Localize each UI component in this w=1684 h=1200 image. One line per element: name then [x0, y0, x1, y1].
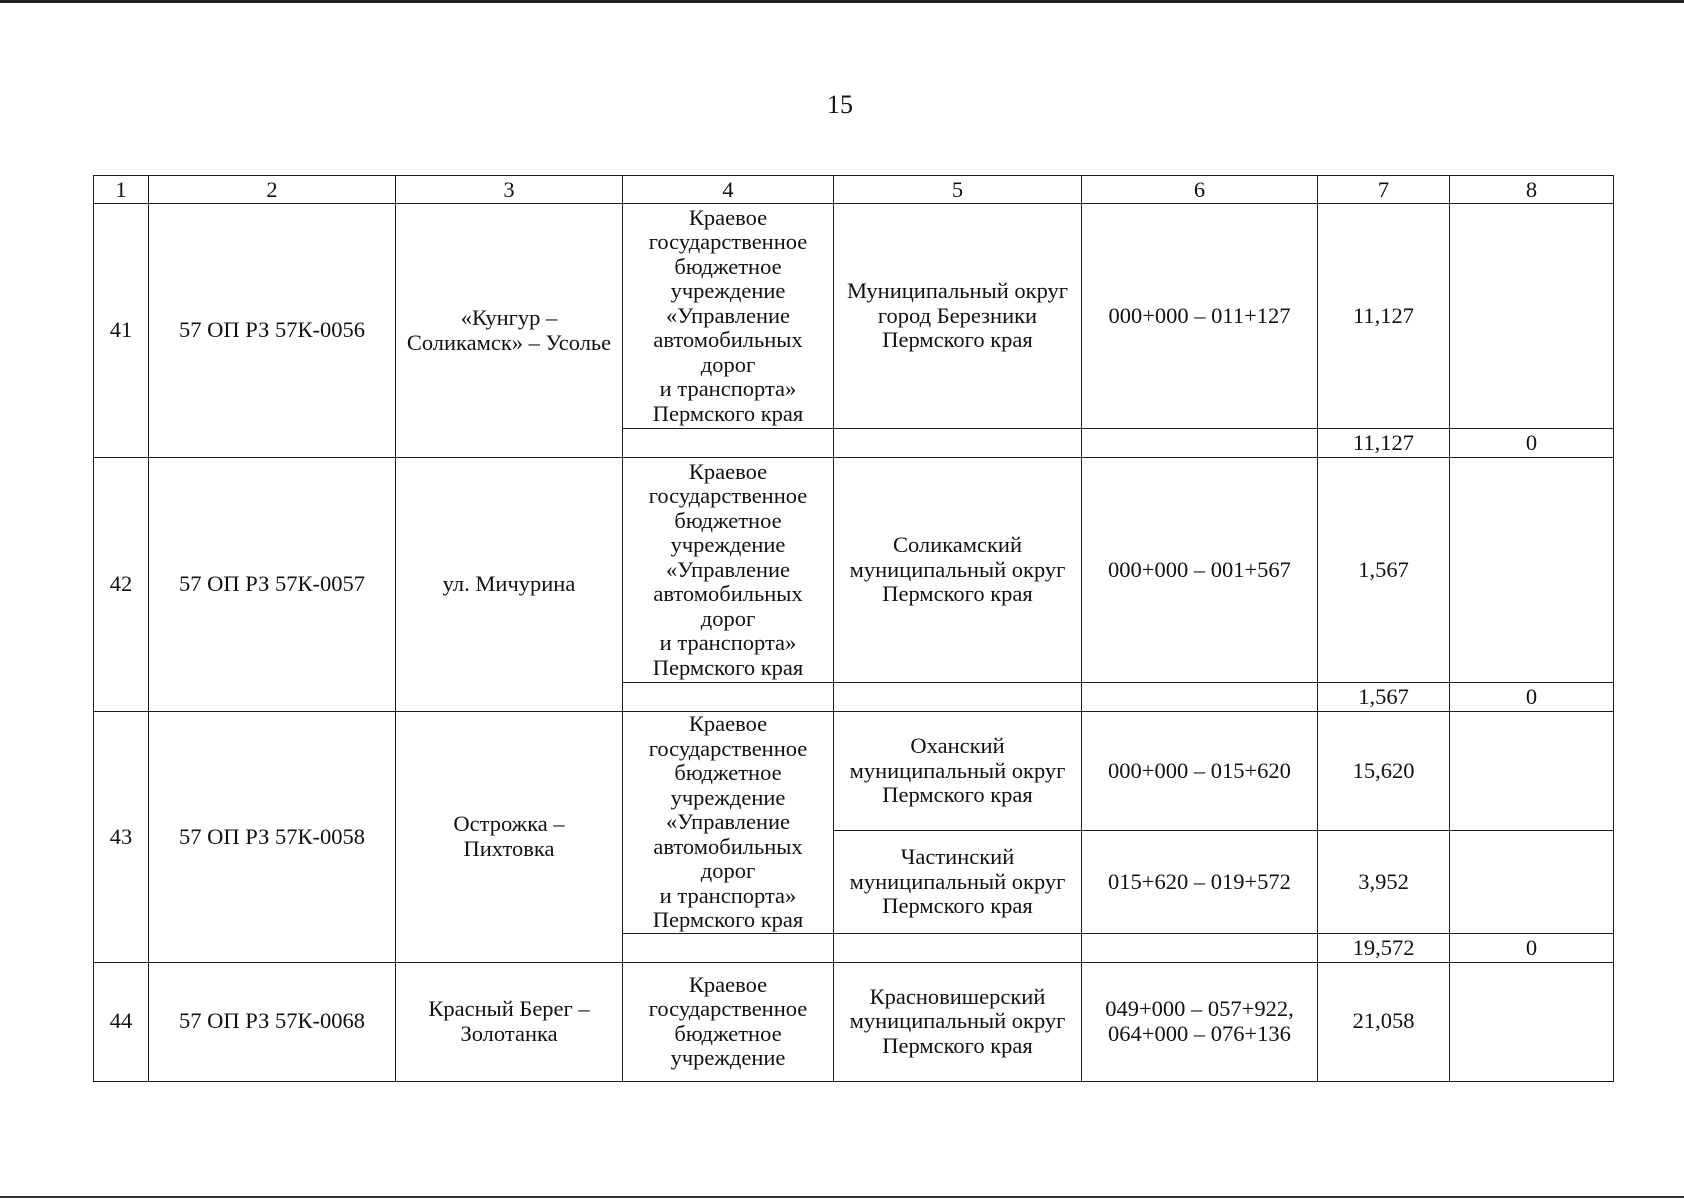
road-name: ул. Мичурина	[396, 458, 623, 712]
total-length: 19,572	[1318, 933, 1450, 962]
page-number: 15	[827, 90, 853, 119]
column-number: 4	[623, 176, 834, 204]
km-range: 000+000 – 001+567	[1082, 458, 1318, 683]
segment-length: 1,567	[1318, 458, 1450, 683]
road-name: Красный Берег – Золотанка	[396, 962, 623, 1081]
total-length: 11,127	[1318, 429, 1450, 458]
empty-cell	[623, 933, 834, 962]
road-code: 57 ОП РЗ 57К-0058	[149, 712, 396, 963]
column-number: 7	[1318, 176, 1450, 204]
empty-cell	[623, 429, 834, 458]
empty-cell	[834, 933, 1082, 962]
row-number: 42	[94, 458, 149, 712]
total-col8: 0	[1450, 429, 1614, 458]
row-number: 43	[94, 712, 149, 963]
col8-cell	[1450, 962, 1614, 1081]
page-bottom-edge	[0, 1196, 1684, 1198]
empty-cell	[623, 683, 834, 712]
empty-cell	[834, 429, 1082, 458]
road-code: 57 ОП РЗ 57К-0057	[149, 458, 396, 712]
total-col8: 0	[1450, 933, 1614, 962]
total-length: 1,567	[1318, 683, 1450, 712]
table-row	[94, 712, 1614, 831]
table-row	[94, 962, 1614, 1081]
empty-cell	[1082, 683, 1318, 712]
segment-length: 21,058	[1318, 962, 1450, 1081]
owner-organization: Краевое государственное бюджетное учреждение «Управление автомобильных дорог и транспорта» Пермского края	[623, 712, 834, 934]
km-range: 000+000 – 015+620	[1082, 712, 1318, 831]
total-col8: 0	[1450, 683, 1614, 712]
column-number-row	[94, 176, 1614, 204]
municipal-district: Оханский муниципальный округ Пермского края	[834, 712, 1082, 831]
empty-cell	[1082, 933, 1318, 962]
owner-organization: Краевое государственное бюджетное учреждение «Управление автомобильных дорог и транспорта» Пермского края	[623, 458, 834, 683]
municipal-district: Муниципальный округ город Березники Пермского края	[834, 204, 1082, 429]
page-top-edge	[0, 0, 1684, 3]
owner-organization: Краевое государственное бюджетное учреждение	[623, 962, 834, 1081]
empty-cell	[834, 683, 1082, 712]
column-number: 6	[1082, 176, 1318, 204]
row-number: 44	[94, 962, 149, 1081]
segment-length: 15,620	[1318, 712, 1450, 831]
km-range: 000+000 – 011+127	[1082, 204, 1318, 429]
col8-cell	[1450, 831, 1614, 933]
column-number: 5	[834, 176, 1082, 204]
owner-organization: Краевое государственное бюджетное учреждение «Управление автомобильных дорог и транспорта» Пермского края	[623, 204, 834, 429]
road-name: «Кунгур – Соликамск» – Усолье	[396, 204, 623, 458]
municipal-district: Соликамский муниципальный округ Пермского края	[834, 458, 1082, 683]
empty-cell	[1082, 429, 1318, 458]
column-number: 8	[1450, 176, 1614, 204]
km-range: 049+000 – 057+922, 064+000 – 076+136	[1082, 962, 1318, 1081]
road-code: 57 ОП РЗ 57К-0056	[149, 204, 396, 458]
row-number: 41	[94, 204, 149, 458]
col8-cell	[1450, 458, 1614, 683]
municipal-district: Красновишерский муниципальный округ Пермского края	[834, 962, 1082, 1081]
roads-table	[93, 175, 1614, 1082]
table-row	[94, 204, 1614, 429]
col8-cell	[1450, 712, 1614, 831]
road-code: 57 ОП РЗ 57К-0068	[149, 962, 396, 1081]
segment-length: 3,952	[1318, 831, 1450, 933]
column-number: 1	[94, 176, 149, 204]
column-number: 2	[149, 176, 396, 204]
segment-length: 11,127	[1318, 204, 1450, 429]
road-name: Острожка – Пихтовка	[396, 712, 623, 963]
column-number: 3	[396, 176, 623, 204]
municipal-district: Частинский муниципальный округ Пермского края	[834, 831, 1082, 933]
km-range: 015+620 – 019+572	[1082, 831, 1318, 933]
col8-cell	[1450, 204, 1614, 429]
table-row	[94, 458, 1614, 683]
